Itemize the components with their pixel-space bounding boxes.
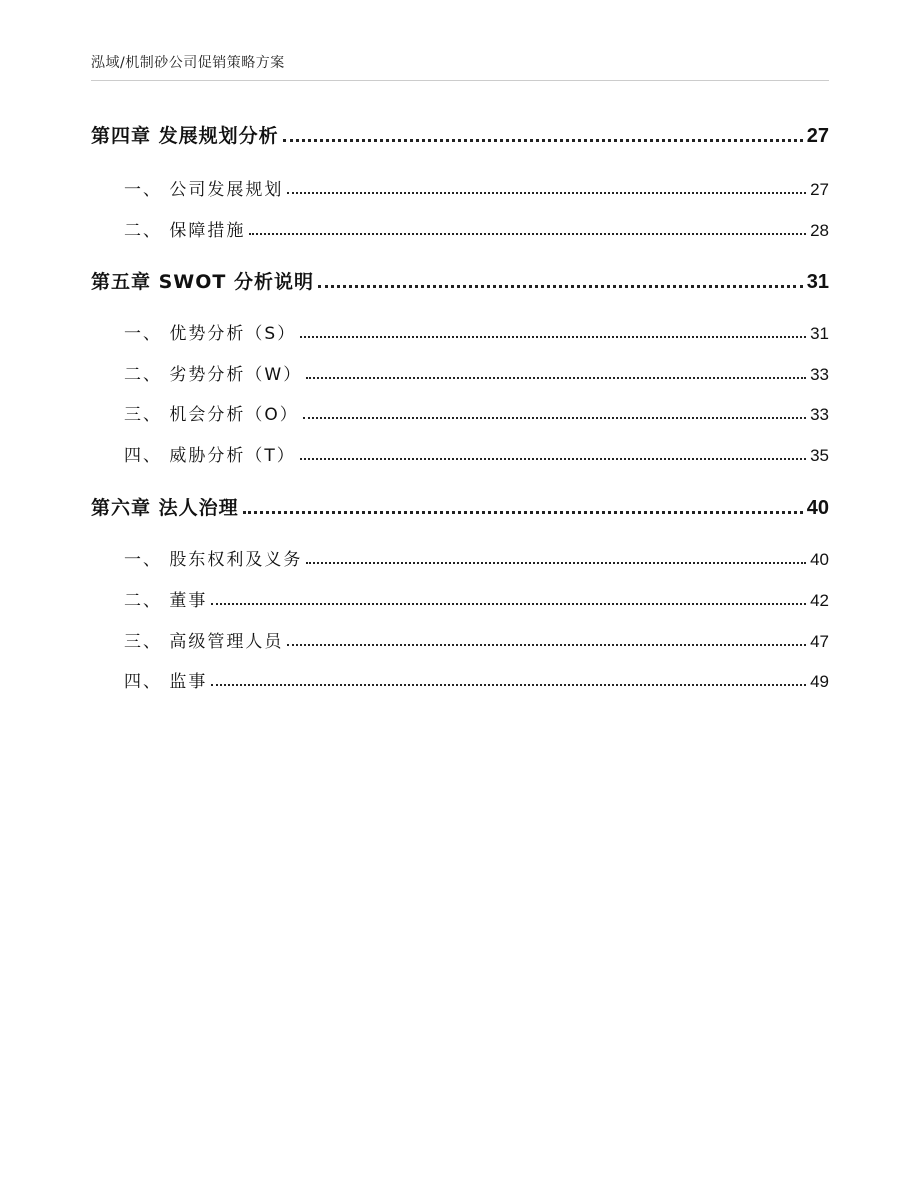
toc-leader-dots bbox=[300, 458, 806, 460]
toc-leader-dots bbox=[306, 562, 806, 564]
toc-section-5-2[interactable] bbox=[91, 359, 829, 385]
toc-section-6-1[interactable] bbox=[91, 544, 829, 570]
toc-leader-dots bbox=[300, 336, 806, 338]
toc-title: 一、 优势分析（S） bbox=[124, 324, 297, 344]
toc-leader-dots bbox=[243, 511, 803, 514]
toc-page-number: 33 bbox=[810, 405, 829, 424]
toc-section-6-3[interactable] bbox=[91, 626, 829, 652]
toc-title: 三、 高级管理人员 bbox=[124, 632, 284, 652]
toc-chapter-4[interactable] bbox=[91, 118, 829, 148]
toc-page-number: 31 bbox=[806, 271, 829, 293]
toc-section-5-3[interactable] bbox=[91, 399, 829, 425]
toc-page-number: 42 bbox=[810, 591, 829, 610]
toc-leader-dots bbox=[287, 644, 806, 646]
toc-page-number: 27 bbox=[806, 125, 829, 147]
toc-leader-dots bbox=[303, 417, 806, 419]
toc-page-number: 49 bbox=[810, 672, 829, 691]
toc-page-number: 47 bbox=[810, 632, 829, 651]
toc-leader-dots bbox=[283, 139, 803, 142]
toc-page-number: 28 bbox=[810, 221, 829, 240]
header-divider bbox=[91, 80, 829, 81]
toc-section-5-1[interactable] bbox=[91, 318, 829, 344]
toc-leader-dots bbox=[318, 285, 803, 288]
toc-leader-dots bbox=[211, 684, 806, 686]
toc-title: 第四章 发展规划分析 bbox=[91, 125, 279, 147]
toc-page-number: 31 bbox=[810, 324, 829, 343]
toc-section-6-4[interactable] bbox=[91, 666, 829, 692]
toc-title: 三、 机会分析（O） bbox=[124, 405, 299, 425]
toc-leader-dots bbox=[211, 603, 806, 605]
toc-title: 四、 威胁分析（T） bbox=[124, 446, 296, 466]
page-header: 泓域/机制砂公司促销策略方案 bbox=[91, 55, 285, 71]
toc-title: 二、 董事 bbox=[124, 591, 208, 611]
toc-page-number: 40 bbox=[806, 497, 829, 519]
toc-title: 第五章 SWOT 分析说明 bbox=[91, 271, 314, 293]
toc-section-5-4[interactable] bbox=[91, 440, 829, 466]
toc-page-number: 27 bbox=[810, 180, 829, 199]
toc-title: 二、 劣势分析（W） bbox=[124, 365, 303, 385]
toc-title: 二、 保障措施 bbox=[124, 221, 246, 241]
toc-section-4-1[interactable] bbox=[91, 174, 829, 200]
toc-title: 四、 监事 bbox=[124, 672, 208, 692]
toc-chapter-5[interactable] bbox=[91, 264, 829, 294]
toc-page-number: 33 bbox=[810, 365, 829, 384]
toc-page-number: 40 bbox=[810, 550, 829, 569]
toc-page-number: 35 bbox=[810, 446, 829, 465]
toc-leader-dots bbox=[249, 233, 806, 235]
toc-leader-dots bbox=[287, 192, 806, 194]
toc-leader-dots bbox=[306, 377, 806, 379]
toc-section-4-2[interactable] bbox=[91, 215, 829, 241]
toc-chapter-6[interactable] bbox=[91, 490, 829, 520]
toc-title: 一、 股东权利及义务 bbox=[124, 550, 303, 570]
toc-title: 第六章 法人治理 bbox=[91, 497, 239, 519]
toc-section-6-2[interactable] bbox=[91, 585, 829, 611]
toc-title: 一、 公司发展规划 bbox=[124, 180, 284, 200]
